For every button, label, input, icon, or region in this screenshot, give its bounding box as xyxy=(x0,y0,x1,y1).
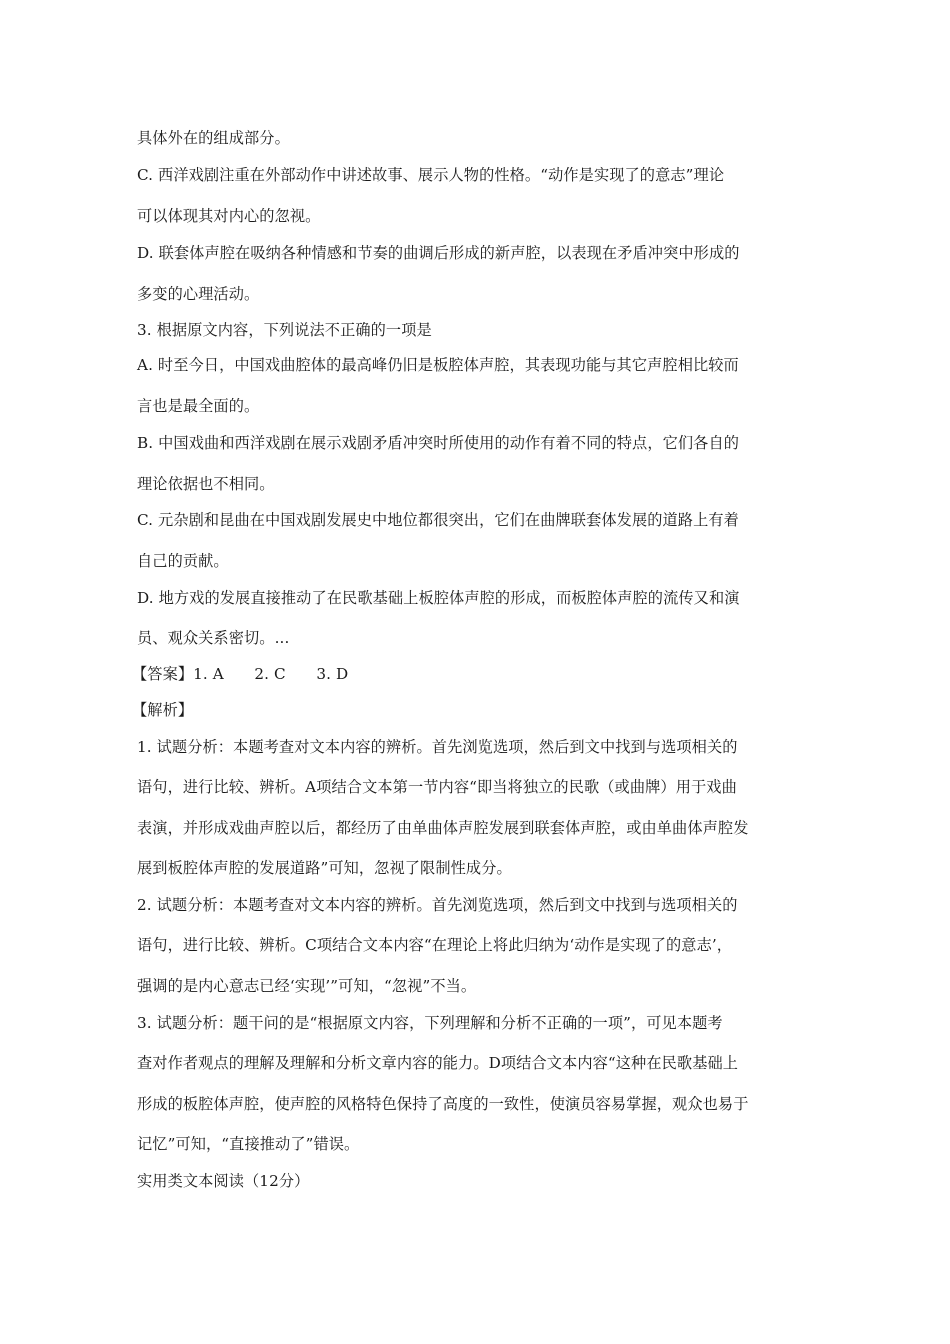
text-line: 自己的贡献。 xyxy=(137,552,229,570)
text-line: 1. 试题分析：本题考查对文本内容的辨析。首先浏览选项，然后到文中找到与选项相关的 xyxy=(137,738,738,756)
text-line: 表演，并形成戏曲声腔以后，都经历了由单曲体声腔发展到联套体声腔，或由单曲体声腔发 xyxy=(137,819,749,837)
text-line: C. 西洋戏剧注重在外部动作中讲述故事、展示人物的性格。“动作是实现了的意志”理论 xyxy=(137,166,725,184)
text-line: 强调的是内心意志已经‘实现’”可知，“忽视”不当。 xyxy=(137,977,477,995)
text-line: D. 地方戏的发展直接推动了在民歌基础上板腔体声腔的形成，而板腔体声腔的流传又和演 xyxy=(137,589,740,607)
text-line: 具体外在的组成部分。 xyxy=(137,129,290,147)
answer-line: 【答案】1. A 2. C 3. D xyxy=(132,665,349,683)
text-line: 多变的心理活动。 xyxy=(137,285,260,303)
text-line: 语句，进行比较、辨析。C项结合文本内容“在理论上将此归纳为‘动作是实现了的意志’， xyxy=(137,936,733,954)
text-line: 可以体现其对内心的忽视。 xyxy=(137,207,321,225)
analysis-heading: 【解析】 xyxy=(132,701,194,719)
text-line: 查对作者观点的理解及理解和分析文章内容的能力。D项结合文本内容“这种在民歌基础上 xyxy=(137,1054,739,1072)
text-line: B. 中国戏曲和西洋戏剧在展示戏剧矛盾冲突时所使用的动作有着不同的特点，它们各自的 xyxy=(137,434,740,452)
text-line: D. 联套体声腔在吸纳各种情感和节奏的曲调后形成的新声腔，以表现在矛盾冲突中形成的 xyxy=(137,244,740,262)
text-line: 形成的板腔体声腔，使声腔的风格特色保持了高度的一致性，使演员容易掌握，观众也易于 xyxy=(137,1095,749,1113)
text-line: 理论依据也不相同。 xyxy=(137,475,275,493)
text-line: 3. 试题分析：题干问的是“根据原文内容，下列理解和分析不正确的一项”，可见本题考 xyxy=(137,1014,723,1032)
text-line: 记忆”可知，“直接推动了”错误。 xyxy=(137,1135,360,1153)
text-line: A. 时至今日，中国戏曲腔体的最高峰仍旧是板腔体声腔，其表现功能与其它声腔相比较而 xyxy=(137,356,739,374)
text-line: 2. 试题分析：本题考查对文本内容的辨析。首先浏览选项，然后到文中找到与选项相关的 xyxy=(137,896,738,914)
text-line: 展到板腔体声腔的发展道路”可知，忽视了限制性成分。 xyxy=(137,859,512,877)
text-line: C. 元杂剧和昆曲在中国戏剧发展史中地位都很突出，它们在曲牌联套体发展的道路上有着 xyxy=(137,511,739,529)
section-heading: 实用类文本阅读（12分） xyxy=(137,1172,310,1190)
text-line: 员、观众关系密切。... xyxy=(137,629,290,647)
text-line: 言也是最全面的。 xyxy=(137,397,260,415)
question-3-stem: 3. 根据原文内容，下列说法不正确的一项是 xyxy=(137,321,432,339)
text-line: 语句，进行比较、辨析。A项结合文本第一节内容“即当将独立的民歌（或曲牌）用于戏曲 xyxy=(137,778,737,796)
